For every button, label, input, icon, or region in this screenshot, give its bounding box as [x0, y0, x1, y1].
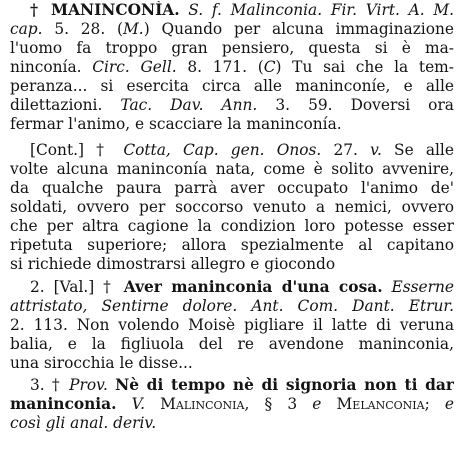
entry-text: ;	[424, 395, 445, 413]
entry-line	[30, 278, 454, 297]
entry-text: S. f. Malinconia. Fir. Virt. A. M.	[188, 1, 454, 19]
entry-text: 3. 59. Doversi ora	[257, 96, 454, 114]
entry-text: Cotta, Cap. gen. Onos.	[123, 141, 322, 159]
entry-text: C	[263, 58, 276, 76]
entry-text: Melanconia	[336, 395, 425, 413]
entry-line	[10, 96, 454, 115]
entry-text: Se alle	[381, 141, 454, 159]
entry-text: 5. 28. (	[42, 20, 124, 38]
entry-text: ) Quando per alcuna immaginazione	[143, 20, 454, 38]
entry-text: ) Tu sai che la tem-	[275, 58, 454, 76]
entry-line	[10, 77, 454, 96]
entry-text: dilettazioni.	[10, 96, 121, 114]
entry-line	[10, 20, 454, 39]
entry-line	[10, 217, 454, 236]
entry-line	[10, 160, 454, 179]
entry-text: ripetuta superiore; allora spezialmente al capitano	[10, 236, 454, 254]
entry-text	[145, 395, 160, 413]
entry-line	[30, 1, 454, 20]
entry-line	[30, 376, 454, 395]
entry-line	[10, 236, 454, 255]
entry-text	[180, 1, 189, 19]
entry-text: maninconia.	[10, 395, 117, 413]
entry-line	[10, 354, 454, 373]
entry-text: Tac. Dav. Ann.	[120, 96, 258, 114]
entry-line	[30, 141, 454, 160]
entry-text: ninconía.	[10, 58, 93, 76]
entry-text: V.	[131, 395, 145, 413]
entry-text: attristato, Sentirne dolore. Ant. Com. Dant. Etrur.	[10, 297, 454, 315]
entry-text: Circ. Gell.	[92, 58, 177, 76]
entry-line	[10, 58, 454, 77]
entry-text: † MANINCONÌA.	[30, 1, 180, 19]
entry-text: peranza... si esercita circa alle maninconíe, e alle	[10, 77, 454, 95]
entry-line	[10, 335, 454, 354]
entry-line	[10, 297, 454, 316]
entry-text: volte alcuna maninconía nata, come è solito avvenire,	[10, 160, 454, 178]
entry-text: fermar l'animo, e scacciare la maninconía.	[10, 115, 342, 133]
entry-text: cap.	[10, 20, 43, 38]
entry-line	[10, 115, 454, 134]
entry-text: Nè di tempo nè di signoria non ti dar	[115, 376, 454, 394]
entry-text: v.	[370, 141, 382, 159]
entry-text: che per altra cagione la condizion loro potesse esser	[10, 217, 454, 235]
entry-text: Malinconia	[160, 395, 245, 413]
entry-text: e	[312, 395, 322, 413]
entry-line	[10, 395, 454, 414]
entry-text: da qualche paura parrà aver occupato l'animo de'	[10, 179, 454, 197]
entry-text: 2. [Val.] †	[30, 278, 124, 296]
entry-text: 27.	[321, 141, 371, 159]
entry-text: soldati, ovvero per soccorso venuto a nemici, ovvero	[10, 198, 454, 216]
entry-text: una sirocchia le disse...	[10, 354, 193, 372]
entry-text: l'uomo fa troppo gran pensiero, questa si è ma-	[10, 39, 454, 57]
entry-text	[117, 395, 132, 413]
entry-line	[10, 255, 454, 274]
entry-text: Aver maninconia d'una cosa.	[123, 278, 383, 296]
entry-text: balia, e la figliuola del re avendone maninconia,	[10, 335, 454, 353]
entry-text: Esserne	[391, 278, 454, 296]
entry-line	[10, 414, 454, 433]
entry-text: Prov.	[69, 376, 108, 394]
entry-text: 3. †	[30, 376, 70, 394]
entry-text: si richiede dimostrarsi allegro e giocondo	[10, 255, 336, 273]
entry-text: e	[444, 395, 454, 413]
entry-text: 8. 171. (	[176, 58, 264, 76]
entry-text: 2. 113. Non volendo Moisè pigliare il latte di veruna	[10, 316, 454, 334]
entry-line	[10, 39, 454, 58]
entry-text: M.	[123, 20, 144, 38]
entry-line	[10, 198, 454, 217]
entry-line	[10, 316, 454, 335]
entry-text: [Cont.] †	[30, 141, 124, 159]
entry-text	[321, 395, 336, 413]
entry-line	[10, 179, 454, 198]
entry-text: così gli anal. deriv.	[10, 414, 157, 432]
entry-text: , § 3	[244, 395, 313, 413]
